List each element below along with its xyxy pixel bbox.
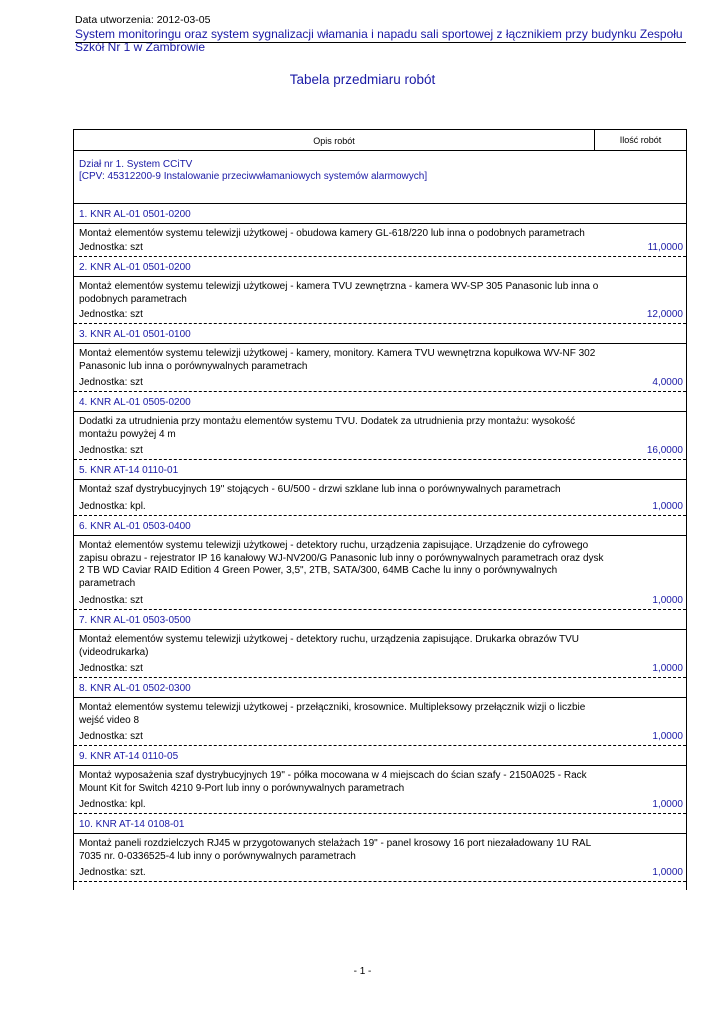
item-unit: Jednostka: kpl. (79, 500, 146, 512)
column-header-quantity: Ilość robót (594, 130, 686, 150)
item-quantity: 1,0000 (652, 662, 683, 674)
item-unit: Jednostka: szt (79, 308, 143, 320)
works-table (73, 129, 687, 890)
item-unit: Jednostka: szt (79, 594, 143, 606)
item-code: 9. KNR AT-14 0110-05 (74, 746, 686, 766)
item-unit: Jednostka: szt (79, 376, 143, 388)
item-unit: Jednostka: szt (79, 662, 143, 674)
item-unit: Jednostka: szt (79, 730, 143, 742)
item-quantity: 1,0000 (652, 500, 683, 512)
item-description: Montaż elementów systemu telewizji użytkowej - kamera TVU zewnętrzna - kamera WV-SP 305 Panasonic lub inna o podobnych parametrach (79, 281, 599, 305)
table-row (74, 814, 686, 882)
item-unit: Jednostka: kpl. (79, 798, 146, 810)
section-heading (74, 151, 686, 204)
item-quantity: 4,0000 (652, 376, 683, 388)
item-description: Montaż elementów systemu telewizji użytkowej - przełączniki, krosownice. Multipleksowy przełącznik wizji o liczbie wejść video 8 (79, 702, 586, 726)
item-code: 7. KNR AL-01 0503-0500 (74, 610, 686, 630)
table-row (74, 392, 686, 460)
table-row (74, 516, 686, 610)
item-code: 3. KNR AL-01 0501-0100 (74, 324, 686, 344)
item-unit: Jednostka: szt (79, 241, 143, 253)
item-description: Montaż elementów systemu telewizji użytkowej - detektory ruchu, urządzenia zapisujące. Drukarka obrazów TVU (videodrukarka) (79, 634, 580, 658)
table-row (74, 257, 686, 324)
table-row (74, 610, 686, 678)
item-description: Montaż paneli rozdzielczych RJ45 w przygotowanych stelażach 19" - panel krosowy 16 port niezaładowany 1U RAL 7035 nr. 0-0336525-4 lub inny o porównywalnych parametrach (79, 838, 591, 862)
item-description: Montaż elementów systemu telewizji użytkowej - detektory ruchu, urządzenia zapisujące. Urządzenie do cyfrowego zapisu obrazu - rejestrator IP 16 kanałowy WJ-NV200/G Panasonic lub inny o porównywalnych parametrach oraz dysk 2 TB WD Caviar RAID Edition 4 Green Power, 3,5", 2TB, SATA/300, 64MB Cache lu inny o porównywalnych parametrach (79, 540, 604, 589)
item-code: 10. KNR AT-14 0108-01 (74, 814, 686, 834)
table-row (74, 746, 686, 814)
item-quantity: 1,0000 (652, 730, 683, 742)
item-quantity: 16,0000 (646, 444, 683, 456)
item-description: Montaż wyposażenia szaf dystrybucyjnych 19" - półka mocowana w 4 miejscach do ścian szafy - 2150A025 - Rack Mount Kit for Switch 4210 9-Port lub inny o porównywalnych parametrach (79, 770, 587, 794)
item-quantity: 11,0000 (647, 241, 683, 253)
table-row (74, 460, 686, 516)
table-header (74, 130, 686, 151)
item-unit: Jednostka: szt. (79, 866, 146, 878)
table-row (74, 678, 686, 746)
item-quantity: 12,0000 (646, 308, 683, 320)
table-row (74, 204, 686, 257)
item-quantity: 1,0000 (652, 594, 683, 606)
item-code: 2. KNR AL-01 0501-0200 (74, 257, 686, 277)
item-quantity: 1,0000 (652, 866, 683, 878)
section-cpv: [CPV: 45312200-9 Instalowanie przeciwwłamaniowych systemów alarmowych] (79, 171, 428, 182)
item-description: Montaż elementów systemu telewizji użytkowej - kamery, monitory. Kamera TVU wewnętrzna kopułkowa WV-NF 302 Panasonic lub inna o porównywalnych parametrach (79, 348, 596, 372)
column-header-description: Opis robót (313, 136, 355, 146)
item-description: Montaż szaf dystrybucyjnych 19" stojących - 6U/500 - drzwi szklane lub inna o porównywalnych parametrach (79, 484, 561, 495)
header-divider (75, 42, 686, 43)
section-name: Dział nr 1. System CCiTV (79, 159, 193, 170)
item-code: 8. KNR AL-01 0502-0300 (74, 678, 686, 698)
table-row (74, 324, 686, 392)
item-description: Montaż elementów systemu telewizji użytkowej - obudowa kamery GL-618/220 lub inna o podobnych parametrach (79, 228, 585, 239)
item-code: 6. KNR AL-01 0503-0400 (74, 516, 686, 536)
page-number: - 1 - (353, 966, 372, 977)
item-quantity: 1,0000 (652, 798, 683, 810)
item-code: 1. KNR AL-01 0501-0200 (74, 204, 686, 224)
item-code: 4. KNR AL-01 0505-0200 (74, 392, 686, 412)
item-unit: Jednostka: szt (79, 444, 143, 456)
project-title: System monitoringu oraz system sygnalizacji włamania i napadu sali sportowej z łącznikiem przy budynku Zespołu Szkół Nr 1 w Zambrowie (75, 27, 683, 54)
item-description: Dodatki za utrudnienia przy montażu elementów systemu TVU. Dodatek za utrudnienia przy montażu: wysokość montażu powyżej 4 m (79, 416, 576, 440)
creation-date: Data utworzenia: 2012-03-05 (75, 14, 211, 26)
item-code: 5. KNR AT-14 0110-01 (74, 460, 686, 480)
page-title: Tabela przedmiaru robót (289, 72, 436, 87)
